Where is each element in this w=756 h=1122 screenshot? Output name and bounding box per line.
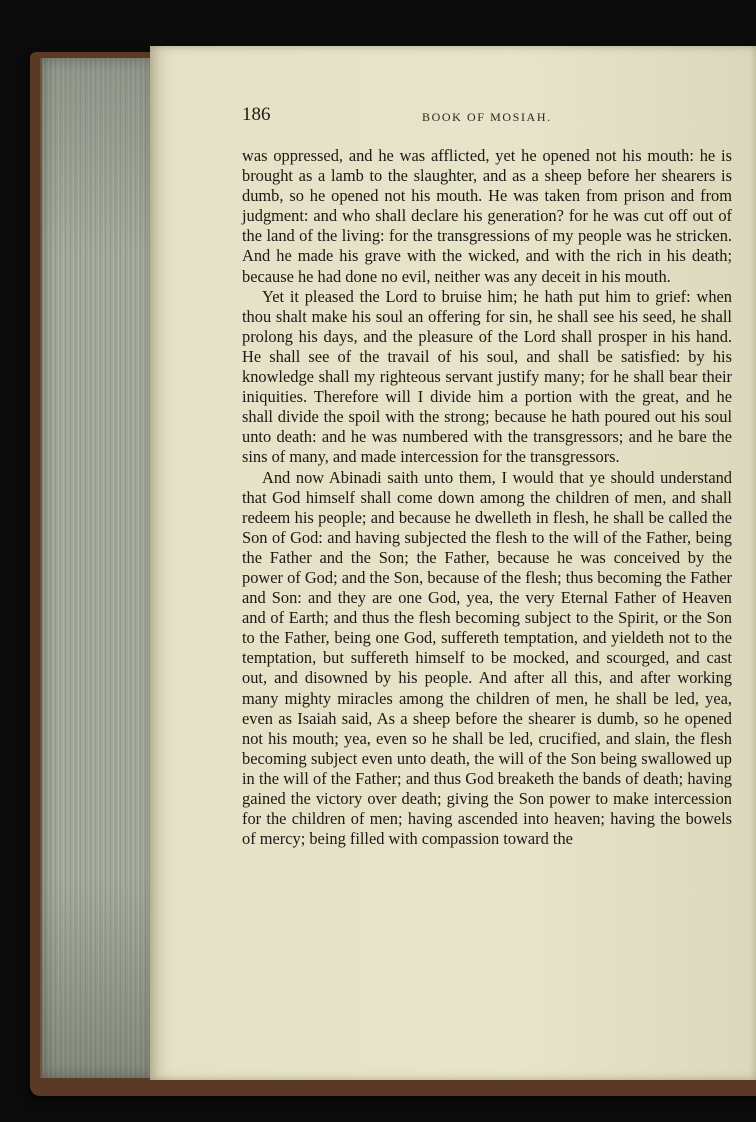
- body-text: [242, 146, 732, 849]
- page-stack-edge: [40, 58, 154, 1078]
- paragraph: Yet it pleased the Lord to bruise him; he hath put him to grief: when thou shalt make his soul an offering for sin, he shall see his seed, he shall prolong his days, and the pleasure of the Lord shall prosper in his hand. He shall see of the travail of his soul, and shall be satisfied: by his knowledge shall my righteous servant justify many; for he shall bear their iniquities. Therefore will I divide him a portion with the great, and he shall divide the spoil with the strong; because he hath poured out his soul unto death: and he was numbered with the transgressors; and he bare the sins of many, and made intercession for the transgressors.: [242, 286, 732, 467]
- paragraph: was oppressed, and he was afflicted, yet he opened not his mouth: he is brought as a lamb to the slaughter, and as a sheep before her shearers is dumb, so he opened not his mouth. He was taken from prison and from judgment: and who shall declare his generation? for he was cut off out of the land of the living: for the transgressions of my people was he stricken. And he made his grave with the wicked, and with the rich in his death; because he had done no evil, neither was any deceit in his mouth.: [242, 146, 732, 286]
- book-page: [150, 46, 756, 1080]
- page-number: 186: [242, 104, 271, 125]
- page-header: [242, 104, 742, 134]
- paragraph: And now Abinadi saith unto them, I would that ye should understand that God himself shall come down among the children of men, and shall redeem his people; and because he dwelleth in flesh, he shall be called the Son of God: and having subjected the flesh to the will of the Father, being the Father and the Son; the Father, because he was conceived by the power of God; and the Son, because of the flesh; thus becoming the Father and Son: and they are one God, yea, the very Eternal Father of Heaven and of Earth; and thus the flesh becoming subject to the Spirit, or the Son to the Father, being one God, suffereth temptation, and yieldeth not to the temptation, but suffereth himself to be mocked, and scourged, and cast out, and disowned by his people. And after all this, and after working many mighty miracles among the children of men, he shall be led, yea, even as Isaiah said, As a sheep before the shearer is dumb, so he opened not his mouth; yea, even so he shall be led, crucified, and slain, the flesh becoming subject even unto death, the will of the Son being swallowed up in the will of the Father; and thus God breaketh the bands of death; having gained the victory over death; giving the Son power to make intercession for the children of men; having ascended into heaven; having the bowels of mercy; being filled with compassion toward the: [242, 467, 732, 849]
- running-head: BOOK OF MOSIAH.: [422, 110, 552, 124]
